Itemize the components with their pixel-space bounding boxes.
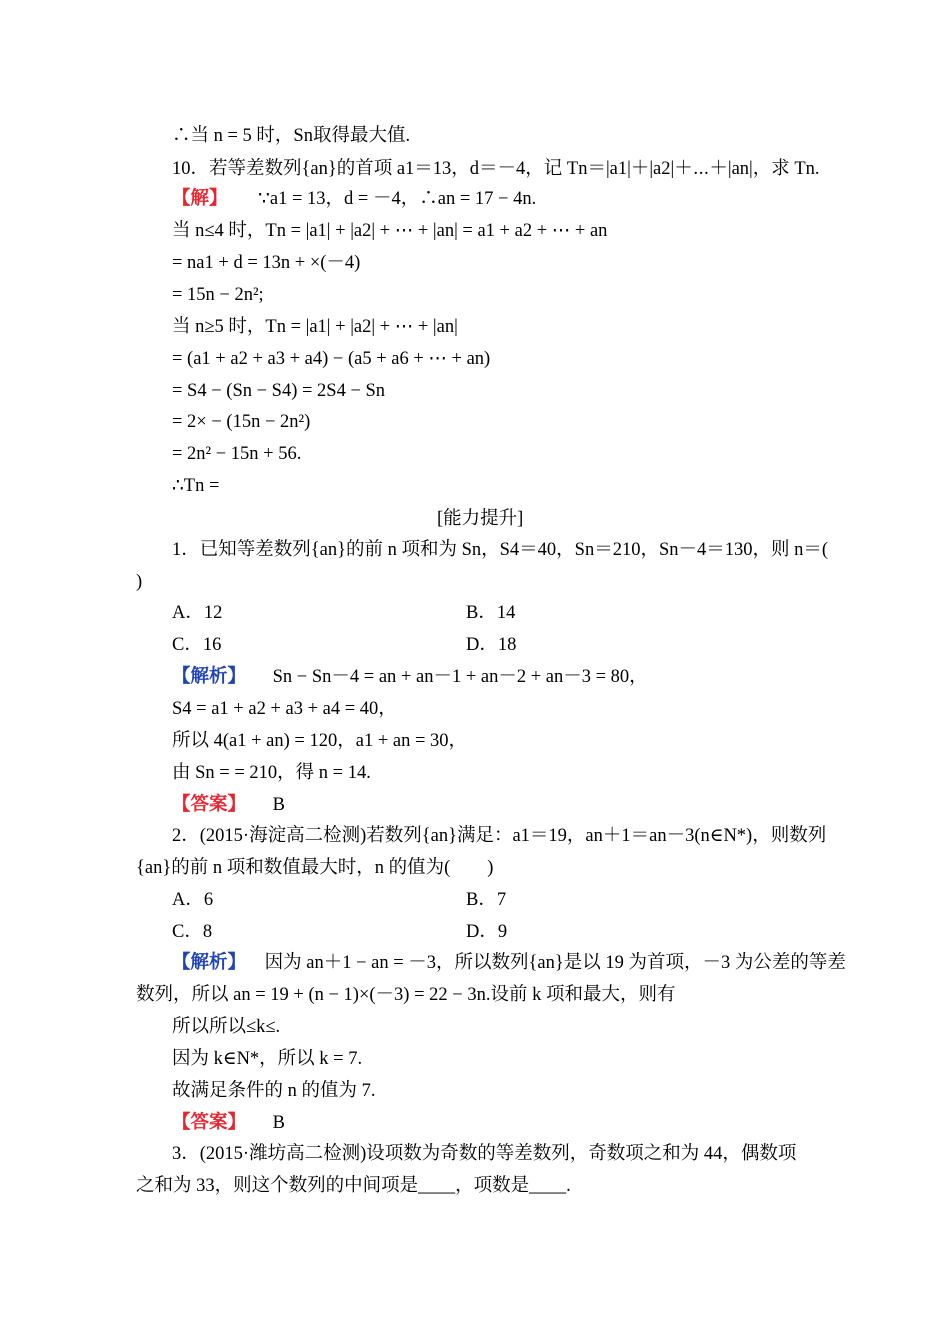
math-line: = S4 − (Sn − S4) = 2S4 − Sn <box>172 381 386 401</box>
problem-10-statement: 10．若等差数列{an}的首项 a1＝13，d＝－4，记 Tn＝|a1|＋|a2|＋⋯＋|an|，求 Tn. <box>172 159 820 179</box>
question-3-statement-cont: 之和为 33，则这个数列的中间项是____，项数是____. <box>136 1176 571 1196</box>
question-2-statement-cont: {an}的前 n 项和数值最大时，n 的值为( ) <box>136 858 494 878</box>
section-heading: [能力提升] <box>437 509 524 529</box>
option-d: D．18 <box>466 635 517 655</box>
math-line: 因为 k∈N*，所以 k = 7. <box>172 1049 363 1069</box>
option-a: A．12 <box>172 603 223 623</box>
answer-value: B <box>272 795 285 815</box>
answer-line <box>172 1111 285 1135</box>
math-line: = 2× − (15n − 2n²) <box>172 412 311 432</box>
analysis-text: 因为 an＋1 − an = －3，所以数列{an}是以 19 为首项，－3 为公差的等差 <box>264 953 846 973</box>
math-line: 由 Sn = = 210，得 n = 14. <box>172 763 371 783</box>
question-2-statement: 2．(2015·海淀高二检测)若数列{an}满足：a1＝19，an＋1＝an－3(n∈N*)，则数列 <box>172 826 827 846</box>
math-line: = 15n − 2n²; <box>172 285 264 305</box>
option-a: A．6 <box>172 890 214 910</box>
analysis-tag: 【解析】 <box>172 953 247 973</box>
answer-tag: 【答案】 <box>172 1113 247 1133</box>
option-c: C．8 <box>172 922 213 942</box>
math-line: 数列，所以 an = 19 + (n − 1)×(－3) = 22 − 3n.设前 k 项和最大，则有 <box>136 985 676 1005</box>
math-line: 故满足条件的 n 的值为 7. <box>172 1081 376 1101</box>
math-line: = (a1 + a2 + a3 + a4) − (a5 + a6 + ⋯ + an) <box>172 349 491 369</box>
answer-line <box>172 793 285 817</box>
analysis-line <box>172 951 846 975</box>
solution-text: ∵a1 = 13，d = －4，∴an = 17 − 4n. <box>258 189 537 209</box>
math-line: ∴Tn = <box>172 476 220 496</box>
conclusion-line: ∴当 n = 5 时，Sn取得最大值. <box>172 126 411 146</box>
math-line: 当 n≤4 时，Tn = |a1| + |a2| + ⋯ + |an| = a1 + a2 + ⋯ + an <box>172 221 608 241</box>
analysis-text: Sn − Sn－4 = an + an－1 + an－2 + an－3 = 80， <box>272 667 648 687</box>
math-line: 所以 4(a1 + an) = 120，a1 + an = 30， <box>172 731 468 751</box>
question-3-statement: 3．(2015·潍坊高二检测)设项数为奇数的等差数列，奇数项之和为 44，偶数项 <box>172 1144 797 1164</box>
math-line: 当 n≥5 时，Tn = |a1| + |a2| + ⋯ + |an| <box>172 317 458 337</box>
math-line: = 2n² − 15n + 56. <box>172 444 302 464</box>
math-line: 所以所以≤k≤. <box>172 1017 281 1037</box>
solution-tag: 【解】 <box>172 189 228 209</box>
answer-tag: 【答案】 <box>172 795 247 815</box>
analysis-line <box>172 665 648 689</box>
question-1-statement: 1．已知等差数列{an}的前 n 项和为 Sn，S4＝40，Sn＝210，Sn－4＝130，则 n＝( <box>172 540 829 560</box>
math-line: S4 = a1 + a2 + a3 + a4 = 40， <box>172 699 397 719</box>
question-1-paren: ) <box>136 572 143 592</box>
option-b: B．7 <box>466 890 507 910</box>
answer-value: B <box>272 1113 285 1133</box>
option-c: C．16 <box>172 635 222 655</box>
option-d: D．9 <box>466 922 508 942</box>
option-b: B．14 <box>466 603 516 623</box>
math-line: = na1 + d = 13n + ×(－4) <box>172 253 361 273</box>
analysis-tag: 【解析】 <box>172 667 247 687</box>
solution-line <box>172 187 536 211</box>
